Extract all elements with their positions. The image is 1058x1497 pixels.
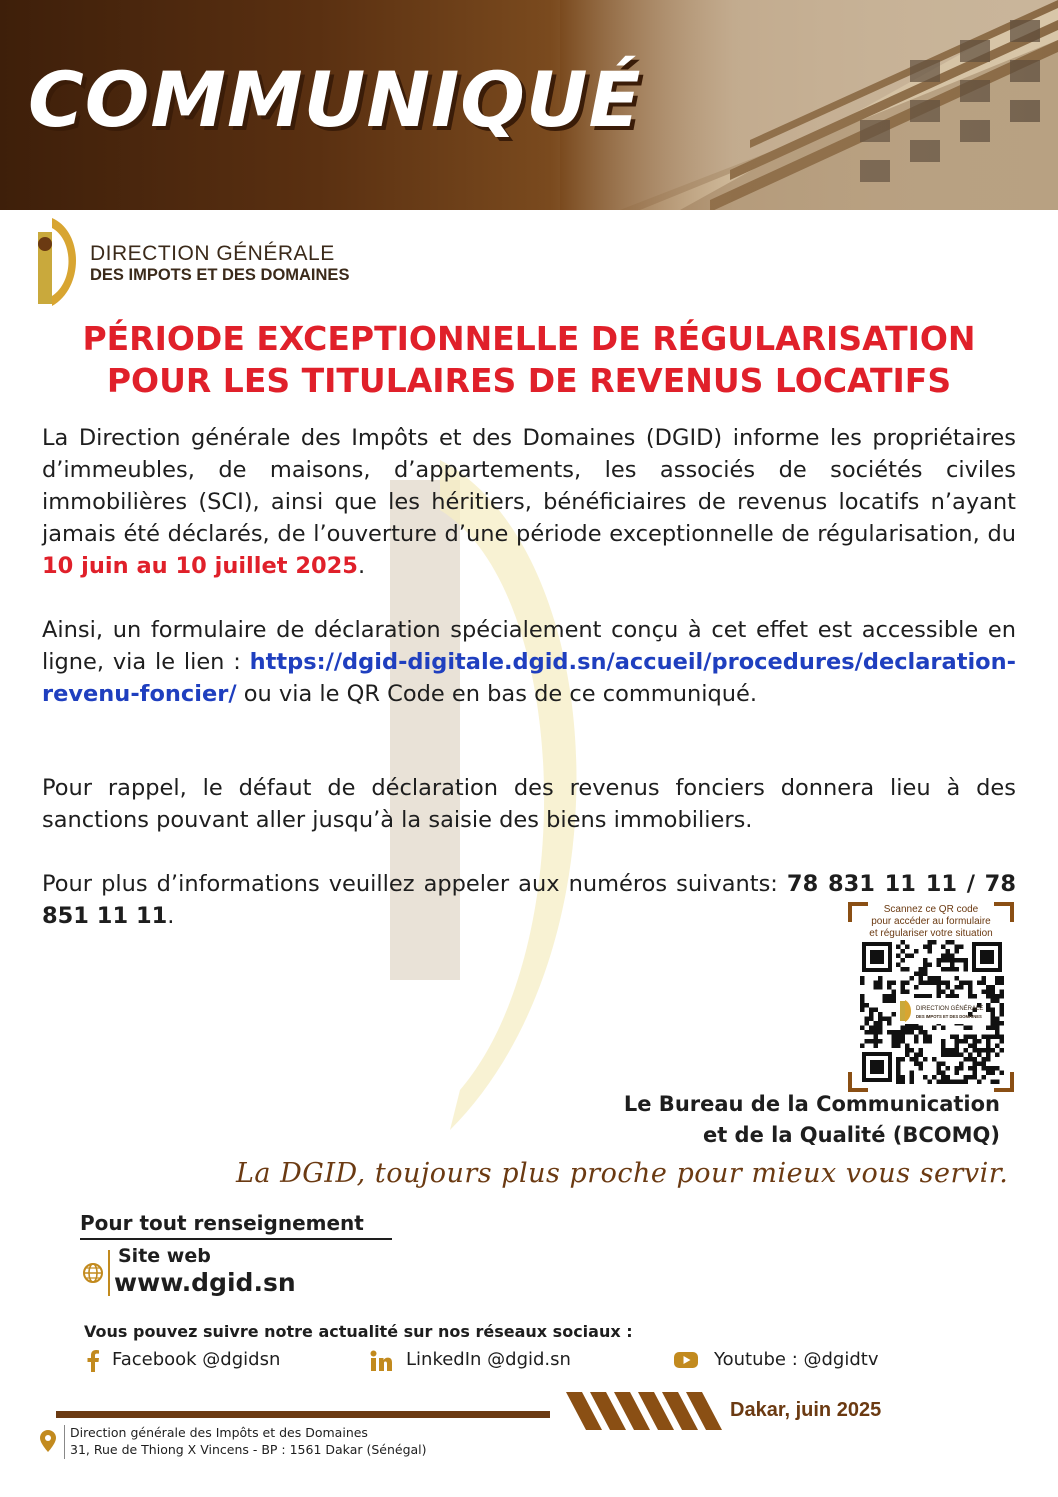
- social-intro: Vous pouvez suivre notre actualité sur nos réseaux sociaux :: [84, 1322, 633, 1341]
- paragraph-1-end: .: [357, 553, 366, 579]
- signature-line1: Le Bureau de la Communication: [623, 1092, 1000, 1116]
- contact-title: Pour tout renseignement: [80, 1211, 364, 1235]
- logo-text-line2: DES IMPOTS ET DES DOMAINES: [90, 266, 350, 284]
- qr-caption-line3: et régulariser votre situation: [869, 928, 993, 939]
- declaration-form-link[interactable]: https://dgid-digitale.dgid.sn/accueil/procedures/declaration-revenu-foncier/: [42, 649, 1016, 707]
- signature-line2: et de la Qualité (BCOMQ): [702, 1123, 1000, 1147]
- paragraph-2-end: ou via le QR Code en bas de ce communiqué.: [236, 681, 758, 707]
- heading-line2: POUR LES TITULAIRES DE REVENUS LOCATIFS: [106, 361, 952, 400]
- banner-title: COMMUNIQUÉ: [28, 55, 642, 144]
- qr-center-line1: DIRECTION GÉNÉRALE: [916, 1006, 984, 1012]
- paragraph-form-link: [42, 614, 1016, 710]
- paragraph-sanctions: Pour rappel, le défaut de déclaration des revenus fonciers donnera lieu à des sanctions pouvant aller jusqu’à la saisie des biens immobiliers.: [42, 775, 1016, 833]
- heading-line1: PÉRIODE EXCEPTIONNELLE DE RÉGULARISATION: [82, 319, 976, 358]
- decorative-stripes: [566, 1392, 726, 1430]
- linkedin-handle[interactable]: LinkedIn @dgid.sn: [406, 1349, 571, 1370]
- slogan: La DGID, toujours plus proche pour mieux vous servir.: [236, 1158, 1009, 1189]
- address-divider: [64, 1425, 65, 1459]
- paragraph-1-text: La Direction générale des Impôts et des Domaines (DGID) informe les propriétaires d’immeubles, de maisons, d’appartements, les associés de sociétés civiles immobilières (SCI), ainsi que les héritiers, bénéficiaires de revenus locatifs n’ayant jamais été déclarés, de l’ouverture d’une période exceptionnelle de régularisation, du: [42, 425, 1016, 547]
- period-dates: 10 juin au 10 juillet 2025: [42, 553, 358, 579]
- phone-numbers: 78 831 11 11 / 78 851 11 11: [42, 871, 1016, 929]
- facebook-icon[interactable]: [86, 1350, 100, 1372]
- address-line1: Direction générale des Impôts et des Domaines: [70, 1425, 368, 1440]
- qr-code[interactable]: [860, 940, 1004, 1084]
- website-divider: [108, 1250, 110, 1296]
- paragraph-4-text: Pour plus d’informations veuillez appeler aux numéros suivants:: [42, 871, 787, 897]
- publication-date: Dakar, juin 2025: [730, 1399, 882, 1421]
- qr-caption-line1: Scannez ce QR code: [883, 904, 979, 915]
- paragraph-4-end: .: [167, 903, 175, 929]
- linkedin-icon[interactable]: [370, 1350, 392, 1372]
- globe-icon: [82, 1262, 104, 1284]
- dgid-logo-icon: [36, 216, 86, 308]
- location-pin-icon: [40, 1430, 56, 1452]
- qr-caption-line2: pour accéder au formulaire: [871, 916, 991, 927]
- youtube-icon[interactable]: [674, 1351, 698, 1369]
- address-line2: 31, Rue de Thiong X Vincens - BP : 1561 Dakar (Sénégal): [70, 1442, 427, 1457]
- contact-title-underline: [80, 1238, 392, 1240]
- website-link[interactable]: www.dgid.sn: [114, 1268, 296, 1297]
- website-label: Site web: [118, 1245, 211, 1267]
- header-banner: [0, 0, 1058, 210]
- qr-caption: [856, 904, 1006, 940]
- youtube-handle[interactable]: Youtube : @dgidtv: [714, 1349, 879, 1370]
- footer-rule: [56, 1411, 550, 1418]
- logo-text-line1: DIRECTION GÉNÉRALE: [90, 242, 335, 265]
- facebook-handle[interactable]: Facebook @dgidsn: [112, 1349, 281, 1370]
- qr-center-line2: DES IMPOTS ET DES DOMAINES: [916, 1014, 982, 1019]
- paragraph-2-text: Ainsi, un formulaire de déclaration spécialement conçu à cet effet est accessible en ligne, via le lien :: [42, 617, 1016, 675]
- notice-heading: [20, 318, 1038, 402]
- paragraph-announcement: [42, 422, 1016, 582]
